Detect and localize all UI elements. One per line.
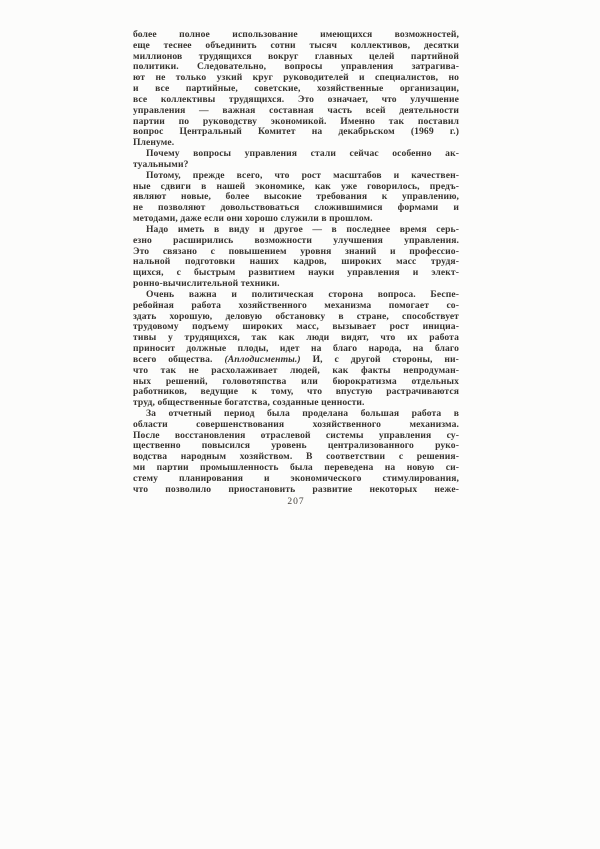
text-line: После восстановления отраслевой системы управления су-: [133, 429, 459, 441]
paragraph: [133, 30, 459, 149]
text-line: и все партийные, советские, хозяйственные организации,: [133, 83, 459, 95]
text-line: туальными?: [133, 158, 189, 170]
text-line: водства народным хозяйством. В соответствии с решения-: [133, 451, 459, 463]
text-line: партии по руководству экономикой. Именно так поставил: [133, 115, 459, 127]
text-line: являют новые, более высокие требования к управлению,: [133, 191, 459, 203]
text-line: Пленуме.: [133, 137, 175, 149]
text-line: ные сдвиги в нашей экономике, как уже говорилось, предъ-: [133, 180, 459, 192]
text-line: что так не расхолаживает людей, как факты непродуман-: [133, 364, 459, 376]
text-line: щественно повысился уровень централизованного руко-: [133, 440, 459, 452]
page-number: 207: [287, 497, 305, 507]
text-line: нальной подготовки наших кадров, широких масс трудя-: [133, 256, 459, 268]
text-line: более полное использование имеющихся возможностей,: [133, 29, 459, 40]
text-line: ют не только узкий круг руководителей и специалистов, но: [133, 72, 459, 84]
text-line: что позволило приостановить развитие некоторых неже-: [133, 483, 459, 495]
text-line: Надо иметь в виду и другое — в последнее время серь-: [146, 223, 459, 235]
text-line: методами, даже если они хорошо служили в прошлом.: [133, 213, 373, 225]
paragraph: [133, 225, 459, 290]
text-line: Потому, прежде всего, что рост масштабов и качествен-: [146, 169, 459, 181]
text-line: области совершенствования хозяйственного механизма.: [133, 418, 459, 430]
text-line: ми партии промышленность была переведена на новую си-: [133, 462, 459, 474]
text-line: трудовому подъему широких масс, вызывает рост инициа-: [133, 321, 459, 333]
text-line: стему планирования и экономического стимулирования,: [133, 472, 459, 484]
text-line: еще теснее объединить сотни тысяч коллективов, десятки: [133, 39, 459, 51]
text-line: управления — важная составная часть всей деятельности: [133, 104, 459, 116]
text-line: ребойная работа хозяйственного механизма помогает со-: [133, 299, 459, 311]
text-line: Это связано с повышением уровня знаний и профессио-: [133, 245, 459, 257]
text-line: всего общества. (Аплодисменты.) И, с другой стороны, ни-: [133, 353, 459, 365]
text-line: ронно-вычислительной техники.: [133, 278, 280, 290]
text-line: Очень важна и политическая сторона вопроса. Беспе-: [146, 288, 459, 300]
text-line: За отчетный период была проделана большая работа в: [146, 407, 459, 419]
text-line: работников, ведущие к тому, что впустую растрачиваются: [133, 386, 459, 398]
text-line: здать хорошую, деловую обстановку в стране, способствует: [133, 310, 459, 322]
text-line: приносит должные плоды, идет на благо народа, на благо: [133, 343, 459, 355]
text-line: миллионов трудящихся вокруг главных целей партийной: [133, 50, 459, 62]
paragraph: [133, 149, 459, 171]
text-line: тивы у трудящихся, так как люди видят, что их работа: [133, 332, 459, 344]
text-line: щихся, с быстрым развитием науки управления и элект-: [133, 267, 459, 279]
text-line: не позволяют довольствоваться сложившимися формами и: [133, 202, 459, 214]
text-line: ных решений, головотяпства или бюрократизма отдельных: [133, 375, 459, 387]
text-line: труд, общественные богатства, созданные ценности.: [133, 397, 365, 409]
text-line: политики. Следовательно, вопросы управления затрагива-: [133, 61, 459, 73]
text-line: все коллективы трудящихся. Это означает, что улучшение: [133, 93, 459, 105]
text-line: вопрос Центральный Комитет на декабрьском (1969 г.): [133, 126, 459, 138]
paragraph: [133, 409, 459, 496]
page-text: [133, 30, 459, 496]
paragraph: [133, 290, 459, 409]
text-line: езно расширились возможности улучшения управления.: [133, 234, 459, 246]
paragraph: [133, 171, 459, 225]
text-line: Почему вопросы управления стали сейчас особенно ак-: [146, 148, 459, 160]
